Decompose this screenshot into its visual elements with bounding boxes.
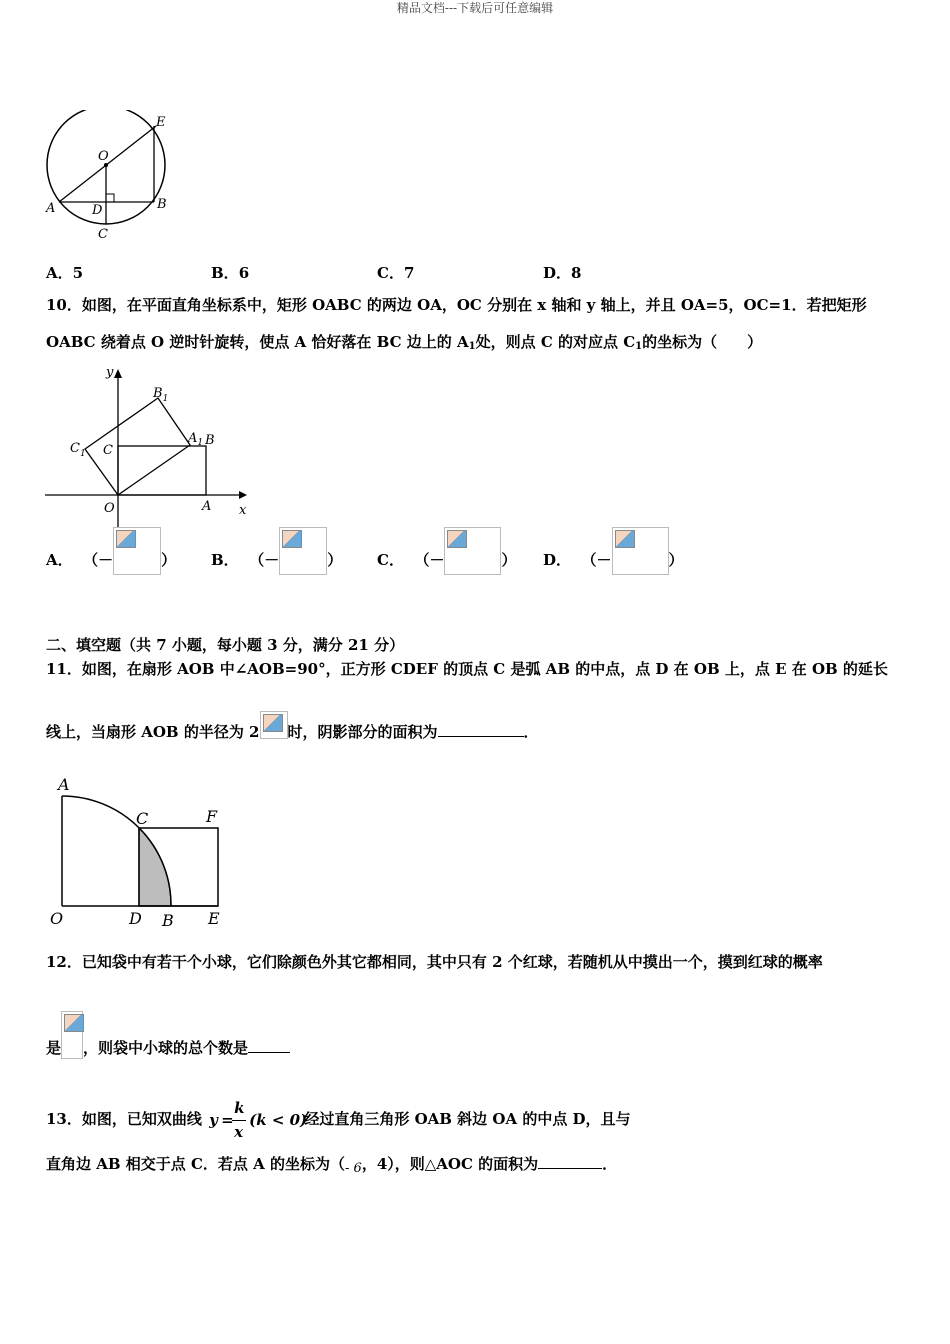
rectangle-oabc (118, 446, 206, 495)
label-a: A (58, 775, 70, 794)
q10-choice-b: B． （－ ） (211, 547, 342, 575)
missing-image-icon (260, 711, 288, 739)
answer-blank[interactable] (438, 722, 524, 737)
label-f: F (206, 807, 218, 826)
hyperbola-formula: y = k x (k < 0) (209, 1099, 308, 1141)
q9-choice-a: A．5 (46, 264, 84, 282)
label-o: O (50, 909, 64, 928)
label-o: O (98, 149, 109, 164)
q11-line1: 11．如图，在扇形 AOB 中∠AOB=90°，正方形 CDEF 的顶点 C 是弧 AB 的中点，点 D 在 OB 上，点 E 在 OB 的延长 (46, 660, 888, 678)
q10-choice-a: A． （－ ） (46, 547, 176, 575)
x-axis-arrow (239, 491, 247, 499)
answer-blank[interactable] (248, 1038, 290, 1053)
right-angle-mark (106, 194, 114, 202)
label-b: B (157, 197, 167, 212)
q9-choice-c: C．7 (377, 264, 415, 282)
label-b: B (162, 911, 174, 930)
q12-line1: 12．已知袋中有若干个小球，它们除颜色外其它都相同，其中只有 2 个红球，若随机从中摸出一个，摸到红球的概率 (46, 953, 823, 971)
section2-title: 二、填空题（共 7 小题，每小题 3 分，满分 21 分） (46, 636, 405, 654)
sector-figure (46, 772, 236, 932)
q12-line2: 是 ，则袋中小球的总个数是 (46, 1038, 290, 1059)
label-e: E (208, 909, 220, 928)
missing-image-icon (612, 527, 669, 575)
q9-choice-d: D．8 (543, 264, 582, 282)
label-o: O (104, 501, 115, 516)
label-e: E (156, 115, 166, 130)
page-header: 精品文档---下载后可任意编辑 (396, 1, 554, 15)
label-b: B (205, 433, 215, 448)
answer-blank[interactable] (538, 1154, 602, 1169)
coordinate-figure (40, 362, 260, 532)
circle-figure (40, 110, 180, 245)
label-b1: $B_1$ (153, 386, 169, 404)
q10-choice-c: C． （－ ） (377, 547, 516, 575)
label-x: x (239, 503, 247, 518)
q9-choice-b: B．6 (211, 264, 250, 282)
y-axis-arrow (114, 369, 122, 378)
label-c: C (136, 809, 149, 828)
label-c: C (98, 227, 108, 242)
q13-line2: 直角边 AB 相交于点 C．若点 A 的坐标为（- 6，4），则△AOC 的面积为 ． (46, 1155, 618, 1176)
label-y: y (106, 365, 114, 380)
missing-image-icon (113, 527, 161, 575)
q13-line1: 13．如图，已知双曲线 y = k x (k < 0) 经过直角三角形 OAB 斜边 OA 的中点 D，且与 (46, 1099, 631, 1141)
label-d: D (92, 203, 103, 218)
label-c: C (103, 443, 113, 458)
label-a: A (202, 499, 212, 514)
missing-image-icon (279, 527, 327, 575)
q10-line1: 10．如图，在平面直角坐标系中，矩形 OABC 的两边 OA，OC 分别在 x 轴和 y 轴上，并且 OA=5，OC=1．若把矩形 (46, 296, 867, 314)
q10-choice-d: D． （－ ） (543, 547, 684, 575)
missing-image-icon (444, 527, 501, 575)
label-a1: $A_1$ (188, 431, 204, 448)
label-c1: $C_1$ (70, 441, 86, 459)
q11-line2: 线上，当扇形 AOB 的半径为 2 时，阴影部分的面积为 ． (46, 722, 539, 742)
q10-line2: OABC 绕着点 O 逆时针旋转，使点 A 恰好落在 BC 边上的 $A_1$处，则点 C 的对应点 $C_1$的坐标为（ ） (46, 333, 763, 352)
label-a: A (46, 201, 56, 216)
label-d: D (129, 909, 142, 928)
shaded-region (139, 828, 171, 906)
missing-image-icon (61, 1011, 83, 1059)
